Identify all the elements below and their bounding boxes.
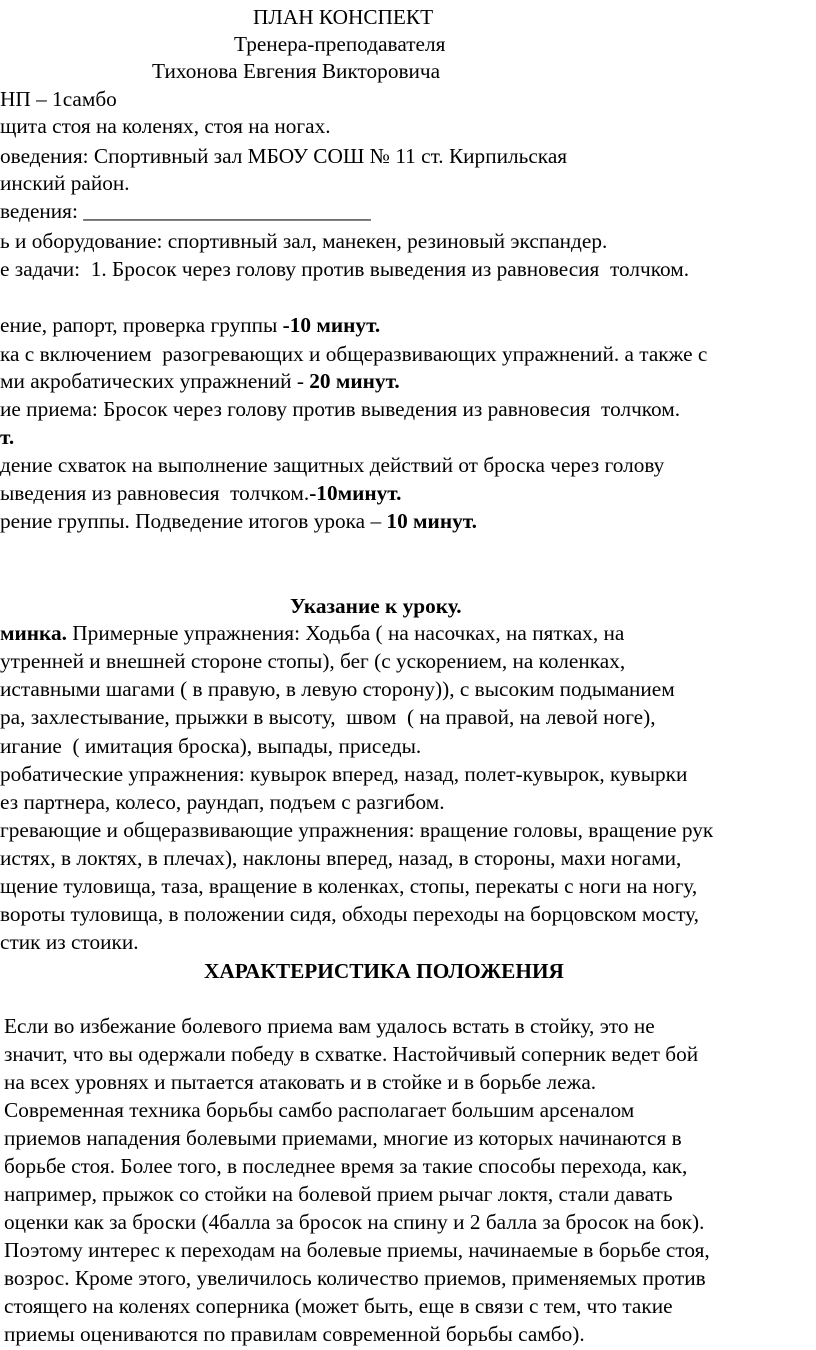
plan-item-5 bbox=[0, 508, 477, 535]
info-venue: оведения: Спортивный зал МБОУ СОШ № 11 ст. Кирпильская bbox=[0, 144, 568, 168]
plan-item-5-time: 10 минут. bbox=[386, 509, 477, 533]
document-subtitle: Тренера-преподавателя bbox=[234, 32, 446, 56]
plan-item-1-time: -10 минут. bbox=[282, 313, 381, 337]
instructions-line: вороты туловища, в положении сидя, обходы переходы на борцовском мосту, bbox=[0, 902, 699, 926]
characteristic-line: борьбе стоя. Более того, в последнее время за такие способы перехода, как, bbox=[4, 1154, 688, 1178]
plan-item-3-time-line bbox=[0, 424, 14, 451]
info-district: инский район. bbox=[0, 171, 130, 195]
plan-item-4: дение схваток на выполнение защитных действий от броска через голову bbox=[0, 453, 665, 477]
info-tasks: е задачи: 1. Бросок через голову против выведения из равновесия толчком. bbox=[0, 257, 690, 281]
plan-item-5-text: рение группы. Подведение итогов урока – bbox=[0, 509, 387, 533]
characteristic-line: приемы оцениваются по правилам современной борьбы самбо). bbox=[4, 1322, 585, 1346]
characteristic-line: возрос. Кроме этого, увеличилось количество приемов, применяемых против bbox=[4, 1266, 706, 1290]
info-group: НП – 1самбо bbox=[0, 87, 117, 111]
characteristic-line: оценки как за броски (4балла за бросок на спину и 2 балла за бросок на бок). bbox=[4, 1210, 705, 1234]
info-equipment: ь и оборудование: спортивный зал, манекен, резиновый экспандер. bbox=[0, 229, 608, 253]
warmup-label: минка. bbox=[0, 621, 67, 645]
instructions-line: робатические упражнения: кувырок вперед, назад, полет-кувырок, кувырки bbox=[0, 762, 688, 786]
instructions-heading bbox=[290, 593, 462, 620]
characteristic-line: значит, что вы одержали победу в схватке. Настойчивый соперник ведет бой bbox=[4, 1042, 699, 1066]
plan-item-2: ка с включением разогревающих и общеразвивающих упражнений. а также с bbox=[0, 342, 708, 366]
instructions-line: иставными шагами ( в правую, в левую сторону)), с высоким подыманием bbox=[0, 677, 675, 701]
document-title: ПЛАН КОНСПЕКТ bbox=[253, 5, 434, 29]
characteristic-heading bbox=[204, 958, 564, 985]
plan-item-2-cont-text: ми акробатических упражнений - bbox=[0, 369, 310, 393]
instructions-line: щение туловища, таза, вращение в коленках, стопы, перекаты с ноги на ногу, bbox=[0, 874, 698, 898]
warmup-text: Примерные упражнения: Ходьба ( на насочках, на пятках, на bbox=[66, 621, 625, 645]
instructions-line: игание ( имитация броска), выпады, приседы. bbox=[0, 734, 422, 758]
characteristic-line: Поэтому интерес к переходам на болевые приемы, начинаемые в борьбе стоя, bbox=[4, 1238, 710, 1262]
info-topic: щита стоя на коленях, стоя на ногах. bbox=[0, 114, 331, 138]
plan-item-2-time: 20 минут. bbox=[309, 369, 400, 393]
instructions-line: гревающие и общеразвивающие упражнения: вращение головы, вращение рук bbox=[0, 818, 714, 842]
characteristic-line: Если во избежание болевого приема вам удалось встать в стойку, это не bbox=[4, 1014, 655, 1038]
instructions-line: ез партнера, колесо, раундап, подъем с разгибом. bbox=[0, 790, 445, 814]
info-date: ведения: ___________________________ bbox=[0, 199, 371, 223]
plan-item-2-cont bbox=[0, 368, 400, 395]
plan-item-1-text: ение, рапорт, проверка группы bbox=[0, 313, 283, 337]
instructions-heading-text: Указание к уроку. bbox=[290, 594, 462, 618]
instructions-warmup bbox=[0, 620, 624, 647]
plan-item-3-time: т. bbox=[0, 425, 15, 449]
characteristic-heading-text: ХАРАКТЕРИСТИКА ПОЛОЖЕНИЯ bbox=[204, 959, 564, 983]
plan-item-3: ие приема: Бросок через голову против выведения из равновесия толчком. bbox=[0, 397, 681, 421]
plan-item-4-cont-text: ыведения из равновесия толчком. bbox=[0, 481, 310, 505]
plan-item-1 bbox=[0, 312, 380, 339]
plan-item-4-time: -10минут. bbox=[309, 481, 402, 505]
characteristic-line: например, прыжок со стойки на болевой прием рычаг локтя, стали давать bbox=[4, 1182, 673, 1206]
characteristic-line: стоящего на коленях соперника (может быть, еще в связи с тем, что такие bbox=[4, 1294, 673, 1318]
characteristic-line: приемов нападения болевыми приемами, многие из которых начинаются в bbox=[4, 1126, 682, 1150]
document-author: Тихонова Евгения Викторовича bbox=[152, 59, 441, 83]
instructions-line: утренней и внешней стороне стопы), бег (с ускорением, на коленках, bbox=[0, 649, 626, 673]
instructions-line: стик из стоики. bbox=[0, 930, 139, 954]
plan-item-4-cont bbox=[0, 480, 401, 507]
instructions-line: ра, захлестывание, прыжки в высоту, швом ( на правой, на левой ноге), bbox=[0, 705, 656, 729]
characteristic-line: Современная техника борьбы самбо располагает большим арсеналом bbox=[4, 1098, 635, 1122]
instructions-line: истях, в локтях, в плечах), наклоны вперед, назад, в стороны, махи ногами, bbox=[0, 846, 682, 870]
characteristic-line: на всех уровнях и пытается атаковать и в стойке и в борьбе лежа. bbox=[4, 1070, 597, 1094]
